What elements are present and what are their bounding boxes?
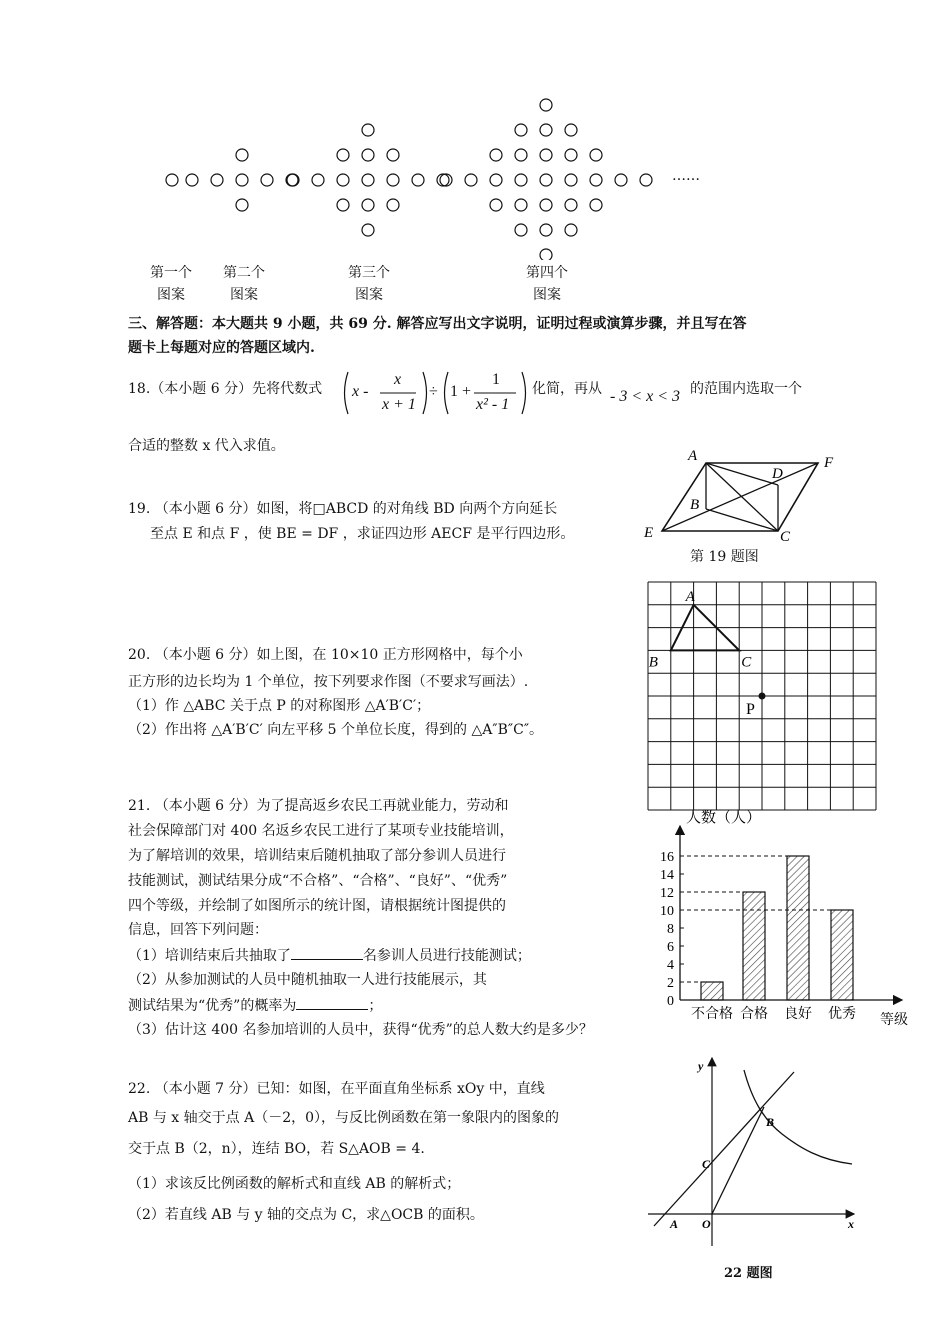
pattern-label-2-line1: 第二个 xyxy=(223,265,265,281)
q19-label-f: F xyxy=(824,455,834,471)
q18-line2: 合适的整数 x 代入求值。 xyxy=(128,438,285,454)
q21-answer-blank-2[interactable] xyxy=(296,995,368,1010)
q19-line2: 至点 E 和点 F ，使 BE = DF ，求证四边形 AECF 是平行四边形。 xyxy=(150,526,575,542)
hyperbola-curve xyxy=(744,1070,852,1164)
pattern-dot xyxy=(540,224,552,236)
q18-expr-num2: 1 xyxy=(492,371,500,388)
q21-answer-blank-1[interactable] xyxy=(291,945,363,960)
q20-part2: （2）作出将 △A′B′C′ 向左平移 5 个单位长度，得到的 △A″B″C″。 xyxy=(128,722,544,738)
chart-bar xyxy=(831,910,853,1000)
pattern-label-2-line2: 图案 xyxy=(230,287,258,303)
q21-part3: （3）估计这 400 名参加培训的人员中，获得“优秀”的总人数大约是多少？ xyxy=(128,1022,593,1038)
chart-category-label: 优秀 xyxy=(828,1007,856,1022)
pattern-dot xyxy=(515,224,527,236)
q19-label-d: D xyxy=(772,466,783,482)
pattern-dot xyxy=(312,174,324,186)
pattern-dot xyxy=(437,174,449,186)
q22-part1: （1）求该反比例函数的解析式和直线 AB 的解析式； xyxy=(128,1176,461,1192)
q18-expr-den2: x² - 1 xyxy=(476,396,510,413)
pattern-dot xyxy=(515,174,527,186)
pattern-dot xyxy=(490,149,502,161)
q21-part2-b: 测试结果为“优秀”的概率为 xyxy=(128,998,297,1014)
pattern-label-4 xyxy=(518,263,576,305)
pattern-dot xyxy=(236,174,248,186)
segment-bo xyxy=(712,1107,764,1214)
chart-bar xyxy=(787,856,809,1000)
chart-y-tick-label: 12 xyxy=(660,886,674,901)
pattern-label-1-line2: 图案 xyxy=(157,287,185,303)
pattern-dot xyxy=(236,199,248,211)
pattern-dot xyxy=(387,199,399,211)
q21-part1 xyxy=(128,945,531,966)
pattern-dot xyxy=(362,224,374,236)
q19-line1: 19. （本小题 6 分）如图，将□ABCD 的对角线 BD 向两个方向延长 xyxy=(128,501,558,517)
pattern-dot xyxy=(565,224,577,236)
q21-part1-a: （1）培训结束后共抽取了 xyxy=(128,948,291,964)
q22-label-y: y xyxy=(698,1059,704,1073)
q21-bar-chart xyxy=(640,808,930,1033)
q22-figure xyxy=(640,1050,870,1250)
chart-x-label: 等级 xyxy=(880,1013,908,1028)
q21-part1-b: 名参训人员进行技能测试； xyxy=(362,948,531,964)
q21-part2a: （2）从参加测试的人员中随机抽取一人进行技能展示，其 xyxy=(128,972,487,988)
pattern-dot xyxy=(362,199,374,211)
pattern-label-2 xyxy=(215,263,273,305)
pattern-dot xyxy=(540,99,552,111)
chart-y-tick-label: 14 xyxy=(660,868,674,883)
q22-line1: 22. （本小题 7 分）已知：如图，在平面直角坐标系 xOy 中，直线 xyxy=(128,1081,545,1097)
dot-patterns-figure xyxy=(0,90,760,260)
pattern-label-4-line1: 第四个 xyxy=(526,265,568,281)
q20-label-a: A xyxy=(685,588,695,605)
q19-figure xyxy=(640,445,850,545)
pattern-label-3 xyxy=(340,263,398,305)
pattern-dot xyxy=(515,199,527,211)
pattern-label-3-line1: 第三个 xyxy=(348,265,390,281)
q22-line2: AB 与 x 轴交于点 A（－2，0），与反比例函数在第一象限内的图象的 xyxy=(128,1110,560,1126)
chart-y-tick-label: 4 xyxy=(667,958,674,973)
q19-label-e: E xyxy=(644,525,654,541)
q18-expr-one: 1 + xyxy=(450,383,472,400)
q18-suffix: 的范围内选取一个 xyxy=(690,381,802,397)
pattern-dot xyxy=(590,174,602,186)
pattern-dot xyxy=(615,174,627,186)
q22-label-c: C xyxy=(702,1157,711,1171)
q21-line5: 四个等级，并绘制了如图所示的统计图，请根据统计图提供的 xyxy=(128,898,506,914)
pattern-label-3-line2: 图案 xyxy=(355,287,383,303)
pattern-dot xyxy=(287,174,299,186)
q19-label-c: C xyxy=(780,529,791,545)
q18-expression xyxy=(340,368,530,418)
pattern-dot xyxy=(412,174,424,186)
q19-figure-caption: 第 19 题图 xyxy=(690,549,759,565)
point-p xyxy=(759,693,766,700)
q18-expr-div: ÷ xyxy=(429,383,438,400)
pattern-dot xyxy=(337,174,349,186)
chart-y-tick-label: 6 xyxy=(667,940,674,955)
q20-label-c: C xyxy=(741,654,752,671)
q22-label-b: B xyxy=(766,1115,775,1129)
pattern-dot xyxy=(565,149,577,161)
pattern-dot xyxy=(286,174,298,186)
q21-part2 xyxy=(128,995,382,1016)
pattern-dot xyxy=(565,174,577,186)
chart-y-tick-label: 8 xyxy=(667,922,674,937)
q19-label-a: A xyxy=(688,448,698,464)
q22-part2: （2）若直线 AB 与 y 轴的交点为 C，求△OCB 的面积。 xyxy=(128,1207,484,1223)
chart-category-label: 良好 xyxy=(784,1007,812,1022)
q18-expr-x: x - xyxy=(352,383,369,400)
pattern-dot xyxy=(465,174,477,186)
pattern-dot xyxy=(515,149,527,161)
q20-line1: 20. （本小题 6 分）如上图，在 10×10 正方形网格中，每个小 xyxy=(128,647,523,663)
pattern-dot xyxy=(211,174,223,186)
pattern-dot xyxy=(490,199,502,211)
pattern-dot xyxy=(166,174,178,186)
q20-label-p: P xyxy=(746,701,755,718)
pattern-dot xyxy=(362,149,374,161)
pattern-dot xyxy=(590,149,602,161)
section3-heading-line2: 题卡上每题对应的答题区域内. xyxy=(128,340,315,356)
pattern-dot xyxy=(440,174,452,186)
q21-line2: 社会保障部门对 400 名返乡农民工进行了某项专业技能培训， xyxy=(128,823,514,839)
pattern-dot xyxy=(590,199,602,211)
q22-line3: 交于点 B（2，n），连结 BO，若 S△AOB = 4. xyxy=(128,1141,425,1157)
pattern-dot xyxy=(337,149,349,161)
pattern-ellipsis: …… xyxy=(672,168,700,184)
q21-part2-c: ； xyxy=(368,998,383,1014)
pattern-dot xyxy=(261,174,273,186)
pattern-dot xyxy=(565,199,577,211)
chart-category-label: 合格 xyxy=(740,1007,768,1022)
q18-expr-den: x + 1 xyxy=(382,396,416,413)
chart-y-label: 人数（人） xyxy=(686,810,762,826)
pattern-dot xyxy=(540,149,552,161)
pattern-dot xyxy=(387,149,399,161)
chart-y-tick-label: 16 xyxy=(660,850,674,865)
q20-grid-figure xyxy=(640,580,890,820)
q20-part1: （1）作 △ABC 关于点 P 的对称图形 △A′B′C′； xyxy=(128,698,431,714)
line-ab xyxy=(654,1072,794,1226)
pattern-dot xyxy=(387,174,399,186)
pattern-dot xyxy=(236,149,248,161)
q22-figure-caption: 22 题图 xyxy=(724,1266,773,1281)
q22-label-o: O xyxy=(702,1217,711,1231)
pattern-dot xyxy=(540,174,552,186)
q21-line3: 为了解培训的效果，培训结束后随机抽取了部分参训人员进行 xyxy=(128,848,506,864)
diagonal-ac xyxy=(706,463,778,531)
q18-range: - 3 < x < 3 xyxy=(610,388,681,405)
q21-line4: 技能测试，测试结果分成“不合格”、“合格”、“良好”、“优秀” xyxy=(128,873,508,889)
chart-y-tick-label: 2 xyxy=(667,976,674,991)
q20-line2: 正方形的边长均为 1 个单位，按下列要求作图（不要求写画法）. xyxy=(128,674,529,690)
chart-bar xyxy=(701,982,723,1000)
q18-prefix: 18.（本小题 6 分）先将代数式 xyxy=(128,381,323,397)
q21-line1: 21. （本小题 6 分）为了提高返乡农民工再就业能力，劳动和 xyxy=(128,798,509,814)
section3-heading-line1: 三、解答题：本大题共 9 小题，共 69 分. 解答应写出文字说明，证明过程或演算步骤，并且写在答 xyxy=(128,316,747,332)
chart-y-tick-label: 10 xyxy=(660,904,674,919)
pattern-dot xyxy=(515,124,527,136)
pattern-dot xyxy=(540,249,552,260)
chart-bar xyxy=(743,892,765,1000)
pattern-dot xyxy=(640,174,652,186)
chart-y-tick-label: 0 xyxy=(667,994,674,1009)
chart-category-label: 不合格 xyxy=(691,1007,733,1022)
pattern-dot xyxy=(362,124,374,136)
pattern-dot xyxy=(540,124,552,136)
q21-line6: 信息，回答下列问题： xyxy=(128,922,268,938)
q22-label-a: A xyxy=(670,1217,679,1231)
pattern-label-1-line1: 第一个 xyxy=(150,265,192,281)
pattern-dot xyxy=(490,174,502,186)
pattern-dot xyxy=(337,199,349,211)
pattern-dot xyxy=(540,199,552,211)
pattern-dot xyxy=(186,174,198,186)
pattern-dot xyxy=(565,124,577,136)
q22-label-x: x xyxy=(848,1217,854,1231)
q18-mid: 化简，再从 xyxy=(532,381,602,397)
q20-label-b: B xyxy=(648,654,658,671)
q19-label-b: B xyxy=(690,497,700,513)
q18-expr-num: x xyxy=(394,371,402,388)
pattern-label-4-line2: 图案 xyxy=(533,287,561,303)
pattern-dot xyxy=(362,174,374,186)
pattern-label-1 xyxy=(142,263,200,305)
